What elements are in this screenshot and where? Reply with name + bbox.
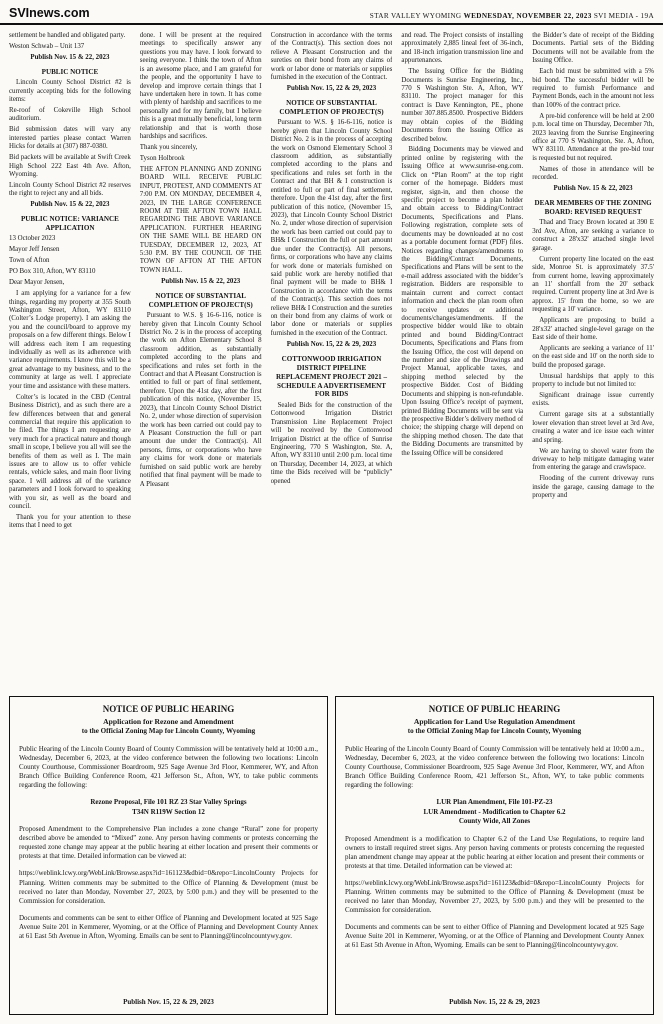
notice-heading: NOTICE OF SUBSTANTIAL COMPLETION OF PROJECT(S) bbox=[279, 98, 384, 116]
notice-line: Weston Schwab – Unit 137 bbox=[9, 42, 85, 50]
proposal-heading: LUR Plan Amendment, File 101-PZ-23 bbox=[436, 798, 553, 807]
box-body-paragraph: Proposed Amendment to the Comprehensive Plan includes a zone change “Rural” zone for property described above be amended to “Mixed” zone. Any person having comments or protests concerning the requested zone change may appear at the public hearing at either location and present their comments or protests at that time. Detailed information can be viewed at: bbox=[19, 825, 318, 861]
notice-line: Tyson Holbrook bbox=[139, 154, 185, 162]
notice-heading: DEAR MEMBERS OF THE ZONING BOARD: REVISED REQUEST bbox=[534, 199, 652, 217]
page-header bbox=[0, 0, 663, 25]
proposal-heading: Rezone Proposal, File 101 RZ 23 Star Valley Springs bbox=[90, 798, 247, 807]
news-column bbox=[271, 32, 393, 689]
notice-paragraph: done. I will be present at the required meetings to specifically answer any questions you may have. I look forward to seeing everyone. I think the town of Afton is an awesome place, and I am grateful for the people, and the opportunity I have to develop and improve certain things that I have undertaken here in town. It has come with plenty of hardship and sacrifices to me personally and for my family, but I believe this is a great mutually beneficial, long term relationship and that is worth those hardships and sacrifices. bbox=[139, 32, 262, 141]
notice-heading: COTTONWOOD IRRIGATION DISTRICT PIPELINE REPLACEMENT PROJECT 2021 – SCHEDULE A ADVERTISEMENT FOR BIDS bbox=[275, 354, 388, 399]
notice-paragraph: Sealed Bids for the construction of the Cottonwood Irrigation District Transmission Line Replacement Project will be received by the Cottonwood Irrigation District at the office of Sunrise Engineering, 770 S Washington, Ste. A, Afton, WY 83110 until 2:00 p.m. local time on Thursday, December 14, 2023, at which time the Bids received will be “publicly” opened bbox=[270, 401, 393, 485]
publish-line: Publish Nov. 15 & 22, 2023 bbox=[161, 277, 241, 285]
notice-paragraph: THE AFTON PLANNING AND ZONING BOARD WILL RECEIVE PUBLIC INPUT, PROTEST, AND COMMENTS AT 7:00 P.M. ON MONDAY, DECEMBER 4, 2023, IN THE LARGE CONFERENCE ROOM AT THE AFTON TOWN HALL REGARDING THE ABOVE VARIANCE APPLICATION. FURTHER HEARING ON THE SAME WILL BE HEARD ON TUESDAY, DECEMBER 12, 2023, AT 5:30 P.M. BY THE COUNCIL OF THE TOWN OF AFTON AT THE AFTON TOWN HALL. bbox=[139, 165, 262, 274]
proposal-heading: T34N R119W Section 12 bbox=[132, 807, 205, 816]
notice-paragraph: Bid packets will be available at Swift Creek High School 222 East 4th Ave. Afton, Wyoming. bbox=[9, 154, 131, 178]
notice-paragraph: Colter’s is located in the CBD (Central Business District), and as such there are a few differences between that and general commercial that require this application to be filed. The things I am requesting are very much for a practical nature and though small in scope, I believe you all will see the benefits of them as well as I. The main issues are to allow us to offer vehicle rentals, vehicle sales, and main floor living space. I will address all of the variance parameters and I look forward to speaking with you sir, as well as the board and council. bbox=[9, 393, 131, 511]
notice-paragraph: Flooding of the current driveway runs inside the garage, causing damage to the property and bbox=[532, 475, 654, 500]
notice-paragraph: Thad and Tracy Brown located at 390 E 3rd Ave, Afton, are seeking a variance to construct a 28'x32' attached single level garage. bbox=[532, 219, 654, 252]
news-column bbox=[401, 32, 523, 689]
box-subtitle: Application for Land Use Regulation Amendment bbox=[413, 716, 576, 726]
notice-line: Town of Afton bbox=[9, 257, 50, 265]
notice-paragraph: Current property line located on the east side, Monroe St. is approximately 37.5' from current home, leaving approximately an 11' shortfall from the 20' setback required. Current property line at 3rd Ave is approx. 15' from the home, so we are requesting a 10' variance. bbox=[532, 255, 654, 314]
boxed-notices bbox=[0, 689, 663, 1024]
notice-paragraph: Unusual hardships that apply to this property to include but not limited to: bbox=[532, 372, 654, 389]
box-link-paragraph: https://weblink.lcwy.org/WebLink/Browse.aspx?id=161123&dbid=0&repo=LincolnCounty Projects for Planning. Written comments may be submitted to the Office of Planning & Development (must be received no later than Monday, November 27, 2023, by 5:00 p.m.) and they will be presented to the Commission for consideration. bbox=[19, 869, 318, 905]
box-subtitle-2: to the Official Zoning Map for Lincoln County, Wyoming bbox=[81, 726, 256, 735]
notice-paragraph: Pursuant to W.S. § 16-6-116, notice is hereby given that Lincoln County School District No. 2 is in the process of accepting the work on Osmond Elementary School 3 classroom addition, as substantially completed according to the plans and specifications and rules set forth in the Contract and that BH & I construction is entitled to full or part of final settlement, therefore. Upon the 41st day, after the first publication of this notice, (November 15, 2023), that Lincoln County School District No. 2, under whose direction of supervision the work has been carried out could pay to BH& I Construction the full or part amount due under the Contract(s). All persons, firms, or corporations who have any claims for work done or materials furnished on said public work are hereby notified that final payment will be made to BH& I Construction in accordance with the terms of the Contract(s). This section does not relieve BH& I Construction and the sureties on their bond from any claims of work or labor done or materials or supplies furnished in the execution of the Contract. bbox=[270, 119, 393, 337]
notice-line: Thank you sincerely, bbox=[139, 143, 198, 151]
news-column bbox=[140, 32, 262, 689]
notice-paragraph: Re-roof of Cokeville High School auditorium. bbox=[9, 106, 131, 123]
notice-paragraph: Pursuant to W.S. § 16-6-116, notice is hereby given that Lincoln County School District No. 2 is in the process of accepting the work on Afton Elementary School 8 classroom addition, as substantially completed according to the plans and specifications and rules set forth in the Contract and that A Pleasant Construction is entitled to full or part of final settlement, therefore. Upon the 41st day, after the first publication of this notice, (November 15, 2023), that Lincoln County School District No. 2, under whose direction of supervision the work has been carried out could pay to A Pleasant Construction the full or part amount due under the Contract(s). All persons, firms, or corporations who have any claims for work done or materials furnished on said public work are hereby notified that final payment will be made to A Pleasant bbox=[139, 312, 262, 488]
dateline-region: STAR VALLEY WYOMING bbox=[369, 12, 464, 20]
box-link-paragraph: https://weblink.lcwy.org/WebLink/Browse.aspx?id=161123&dbid=0&repo=LincolnCounty Projects for Planning. Written comments may be submitted to the Office of Planning & Development (must be received no later than Monday, November 27, 2023, by 5:00 p.m.) and they will be presented to the Commission for consideration. bbox=[345, 878, 644, 915]
box-title: NOTICE OF PUBLIC HEARING bbox=[102, 704, 235, 714]
notice-heading: PUBLIC NOTICE: VARIANCE APPLICATION bbox=[20, 215, 119, 233]
notice-heading: NOTICE OF SUBSTANTIAL COMPLETION OF PROJECT(S) bbox=[148, 291, 253, 309]
box-proposal-headings bbox=[19, 798, 318, 817]
public-hearing-box-rezone bbox=[9, 696, 328, 1015]
notice-paragraph: Construction in accordance with the terms of the Contract(s). This section does not relieve A Pleasant Construction and the sureties on their bond from any claims of work or labor done or materials or supplies furnished in the execution of the Contract. bbox=[270, 32, 393, 82]
news-column bbox=[9, 32, 131, 689]
notice-paragraph: Current garage sits at a substantially lower elevation than street level at 3rd Ave, creating a water and ice issue each winter and spring. bbox=[532, 411, 654, 444]
notice-paragraph: Bidding Documents may be viewed and printed online by registering with the Issuing Office at www.sunrise-eng.com. Click on “Plan Room” at the top right corner of the homepage. Bidders must register, sign-in, and then choose the specific project to become a plan holder and obtain access to Bidding/Contract Documents, Specifications and Plans. Following registration, complete sets of documents may be downloaded at no cost as a portable document format (PDF) files. Notices regarding changes/amendments to the Bidding/Contract Documents, Specifications and Plans will be sent to the e-mail address associated with the bidder’s registration. Bidders are responsible to maintain current and correct contact information and check the plan room often to receive updates or additional documents/changes/amendments. If the prospective bidder would like to obtain printed and bound Bidding/Contract Documents, Specifications and Plans from the Issuing Office, the cost will depend on the number and size of the Drawings and Project Manual, applicable taxes, and shipping method selected by the prospective Bidder. Cost of Bidding Documents and shipping is non-refundable. Upon Issuing Office’s receipt of payment, printed Bidding Documents will be sent via the prospective Bidder’s delivery method of choice; the shipping charge will depend on the shipping method chosen. The date that the Bidding Documents are transmitted by the Issuing Office will be considered bbox=[401, 146, 524, 457]
notice-heading: PUBLIC NOTICE bbox=[41, 67, 99, 76]
box-intro-paragraph: Public Hearing of the Lincoln County Board of County Commission will be tentatively held at 10:00 a.m., Wednesday, December 6, 2023, at the video conference between the following two locations: Lincoln County Courthouse, Commissioner Boardroom, 925 Sage Avenue 3rd Floor, Kemmerer, WY, and Afton Branch Office Building Conference Room, 421 Jefferson St., Afton, WY, to take public comments regarding the following: bbox=[345, 744, 644, 790]
proposal-heading: LUR Amendment - Modification to Chapter 6.2 bbox=[423, 807, 566, 816]
box-subtitle: Application for Rezone and Amendment bbox=[103, 716, 234, 726]
notice-paragraph: Thank you for your attention to these items that I need to get bbox=[9, 514, 131, 530]
public-hearing-box-lur bbox=[335, 696, 654, 1015]
notice-line: Dear Mayor Jensen, bbox=[9, 279, 65, 287]
dateline-edition: SVI MEDIA - 19A bbox=[591, 12, 654, 20]
box-contact-paragraph: Documents and comments can be sent to either Office of Planning and Development located at 925 Sage Avenue Suite 201 in Kemmerer, Wyoming, or at the Office of Planning and Development County Annex at 61 East 5th Avenue in Afton, Wyoming. Emails can be sent to Planning@lincolncountywy.gov. bbox=[345, 923, 644, 950]
notice-line: Mayor Jeff Jensen bbox=[9, 246, 60, 254]
box-title: NOTICE OF PUBLIC HEARING bbox=[428, 704, 561, 714]
box-contact-paragraph: Documents and comments can be sent to either Office of Planning and Development located at 925 Sage Avenue Suite 201 in Kemmerer, Wyoming, or at the Office of Planning and Development County Annex at 61 East 5th Avenue in Afton, Wyoming. Emails can be sent to Planning@lincolncountywy.gov. bbox=[19, 913, 318, 941]
site-name: SVInews.com bbox=[9, 6, 90, 20]
news-column bbox=[532, 32, 654, 689]
dateline bbox=[370, 12, 654, 20]
notice-line: 13 October 2023 bbox=[9, 235, 56, 243]
notice-paragraph: Significant drainage issue currently exists. bbox=[532, 391, 654, 408]
notice-paragraph: I am applying for a variance for a few things, regarding my property at 355 South Washington Street, Afton, WY 83110 (Colter’s Lodge property). I am asking the you and the council/board to approve my proposals on a few different things. Below I will address each item I am requesting individually as well as its adherence with variance requirements. I know this will be a great advantage to my business, and to the community at large as well. I appreciate your time and assistance with these matters. bbox=[9, 290, 131, 390]
publish-line: Publish Nov. 15, 22 & 29, 2023 bbox=[286, 340, 377, 348]
box-intro-paragraph: Public Hearing of the Lincoln County Board of County Commission will be tentatively held at 10:00 a.m., Wednesday, December 6, 2023, at the video conference between the following two locations: Lincoln County Courthouse, Commissioner Boardroom, 925 Sage Avenue 3rd Floor, Kemmerer, WY, and Afton Branch Office Building Conference Room, 421 Jefferson St., Afton, WY, to take public comments regarding the following: bbox=[19, 744, 318, 790]
notice-paragraph: Lincoln County School District #2 reserves the right to reject any and all bids. bbox=[9, 181, 131, 198]
dateline-date: WEDNESDAY, NOVEMBER 22, 2023 bbox=[463, 12, 592, 20]
notice-paragraph: Each bid must be submitted with a 5% bid bond. The successful bidder will be required to furnish Performance and Payment Bonds, each in the amount not less than 100% of the contract price. bbox=[532, 68, 654, 109]
publish-line: Publish Nov. 15 & 22, 2023 bbox=[553, 185, 633, 193]
notice-paragraph: Applicants are seeking a variance of 11' on the east side and 10' on the north side to build the proposed garage. bbox=[532, 344, 654, 369]
notice-line: PO Box 310, Afton, WY 83110 bbox=[9, 268, 96, 276]
box-subtitle-2: to the Official Zoning Map for Lincoln County, Wyoming bbox=[407, 726, 582, 735]
notice-paragraph: Names of those in attendance will be recorded. bbox=[532, 165, 654, 182]
notice-paragraph: the Bidder’s date of receipt of the Bidding Documents. Partial sets of the Bidding Documents will not be available from the Issuing Office. bbox=[532, 32, 654, 65]
notice-paragraph: Applicants are proposing to build a 28'x32' attached single-level garage on the East side of their home. bbox=[532, 317, 654, 341]
notice-paragraph: A pre-bid conference will be held at 2:00 p.m. local time on Thursday, December 7th, 2023 leaving from the Sunrise Engineering office at 770 S Washington, Ste. A, Afton, WY 83110. Attendance at the pre-bid tour is requested but not required. bbox=[532, 112, 654, 162]
publish-line: Publish Nov. 15 & 22, 2023 bbox=[30, 53, 110, 61]
notice-paragraph: Lincoln County School District #2 is currently accepting bids for the following items: bbox=[9, 79, 131, 104]
notice-paragraph: and read. The Project consists of installing approximately 2,885 lineal feet of 36-inch, and 18-inch irrigation transmission line and appurtenances. bbox=[401, 32, 524, 65]
publish-line: Publish Nov. 15, 22 & 29, 2023 bbox=[449, 997, 540, 1006]
notice-paragraph: The Issuing Office for the Bidding Documents is Sunrise Engineering, Inc., 770 S Washington Ste. A, Afton, WY 83110. The project manager for this contract is Dave Kennington, PE., phone number 307.885.8500. Prospective Bidders may obtain copies of the Bidding Documents from the Issuing Office as described below. bbox=[401, 68, 524, 143]
legal-notice-columns bbox=[0, 25, 663, 689]
notice-paragraph: We are having to shovel water from the driveway to help mitigate damaging water from entering the garage and crawlspace. bbox=[532, 447, 654, 472]
publish-line: Publish Nov. 15 & 22, 2023 bbox=[30, 201, 110, 209]
box-body-paragraph: Proposed Amendment is a modification to Chapter 6.2 of the Land Use Regulations, to require land owners to install required street signs. Any person having comments or protests concerning the requested plan amendment change may appear at the public hearing at either location and present their comments or protests at that time. Detailed information can be viewed at: bbox=[345, 834, 644, 870]
publish-line: Publish Nov. 15, 22 & 29, 2023 bbox=[123, 997, 214, 1006]
notice-paragraph: Bid submission dates will vary any interested parties please contact Warren Hicks for details at (307) 887-0380. bbox=[9, 126, 131, 151]
box-proposal-headings bbox=[345, 798, 644, 826]
publish-line: Publish Nov. 15, 22 & 29, 2023 bbox=[286, 85, 377, 93]
notice-paragraph: settlement be handled and obligated party. bbox=[9, 32, 126, 39]
proposal-heading: County Wide, All Zones bbox=[458, 817, 531, 826]
